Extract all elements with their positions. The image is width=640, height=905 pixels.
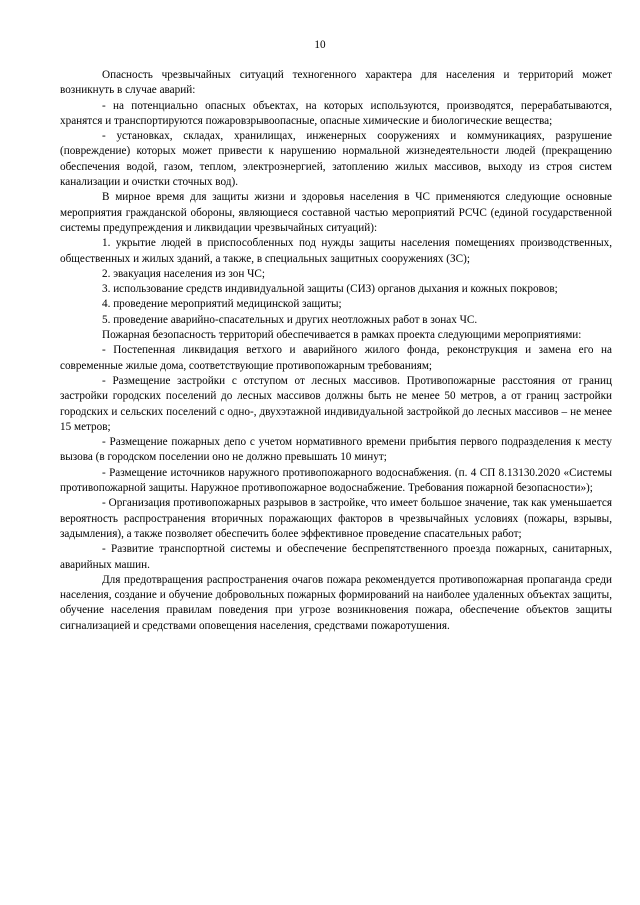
measure-item-1: 1. укрытие людей в приспособленных под нужды защиты населения помещениях производственных, общественных и жилых зданий, а также, в специальных защитных сооружениях (ЗС); bbox=[60, 237, 612, 265]
measure-item-4: 4. проведение мероприятий медицинской защиты; bbox=[102, 298, 342, 311]
fire-measure-firebreaks: - Организация противопожарных разрывов в застройке, что имеет большое значение, так как уменьшается вероятность распространения вторичных поражающих факторов в чрезвычайных условиях (пожары, взрывы, задымления), а также позволяет обеспечить более эффективное проведение спасательных работ; bbox=[60, 497, 612, 540]
civil-defense-paragraph: В мирное время для защиты жизни и здоровья населения в ЧС применяются следующие основные мероприятия гражданской обороны, являющиеся составной частью мероприятий РСЧС (единой государственной системы предупреждения и ликвидации чрезвычайных ситуаций): bbox=[60, 191, 612, 234]
measure-item-5: 5. проведение аварийно-спасательных и других неотложных работ в зонах ЧС. bbox=[102, 313, 478, 326]
fire-measure-fire-depot: - Размещение пожарных депо с учетом нормативного времени прибытия первого подразделения к месту вызова (в городском поселении оно не должно превышать 10 минут; bbox=[60, 436, 612, 464]
intro-paragraph: Опасность чрезвычайных ситуаций техногенного характера для населения и территорий может возникнуть в случае аварий: bbox=[60, 69, 612, 97]
fire-measure-housing: - Постепенная ликвидация ветхого и аварийного жилого фонда, реконструкция и замена его на современные жилые дома, соответствующие противопожарным требованиям; bbox=[60, 344, 612, 372]
fire-safety-paragraph: Пожарная безопасность территорий обеспечивается в рамках проекта следующими мероприятиями: bbox=[102, 329, 582, 342]
fire-prevention-paragraph: Для предотвращения распространения очагов пожара рекомендуется противопожарная пропаганда среди населения, создание и обучение добровольных пожарных формирований на наиболее удаленных объектах защиты, обучение населения правилам поведения при угрозе возникновения пожара, обеспечение объектов защиты сигнализацией и средствами оповещения населения, средствами пожаротушения. bbox=[60, 573, 612, 632]
measure-item-3: 3. использование средств индивидуальной защиты (СИЗ) органов дыхания и кожных покровов; bbox=[102, 283, 558, 296]
fire-measure-forest-distance: - Размещение застройки с отступом от лесных массивов. Противопожарные расстояния от границ застройки городских поселений до лесных массивов должны быть не менее 50 метров, а от границ застройки городских и сельских поселений с одно-, двухэтажной индивидуальной застройкой до лесных массивов – не менее 15 метров; bbox=[60, 374, 612, 433]
list-item-installations: - установках, складах, хранилищах, инженерных сооружениях и коммуникациях, разрушение (повреждение) которых может привести к нарушению нормальной жизнедеятельности людей (прекращению обеспечения водой, газом, теплом, электроэнергией, затоплению жилых массивов, выходу из строя систем канализации и очистки сточных вод). bbox=[60, 130, 612, 189]
fire-measure-water-supply: - Размещение источников наружного противопожарного водоснабжения. (п. 4 СП 8.13130.2020 «Системы противопожарной защиты. Наружное противопожарное водоснабжение. Требования пожарной безопасности»); bbox=[60, 466, 612, 495]
list-item-hazardous-objects: - на потенциально опасных объектах, на которых используются, производятся, перерабатываются, хранятся и транспортируются пожаровзрывоопасные, опасные химические и биологические вещества; bbox=[60, 99, 612, 127]
fire-measure-transport: - Развитие транспортной системы и обеспечение беспрепятственного проезда пожарных, санитарных, аварийных машин. bbox=[60, 543, 612, 571]
document-body bbox=[60, 68, 612, 634]
measure-item-2: 2. эвакуация населения из зон ЧС; bbox=[102, 267, 265, 280]
page-number: 10 bbox=[314, 39, 326, 51]
